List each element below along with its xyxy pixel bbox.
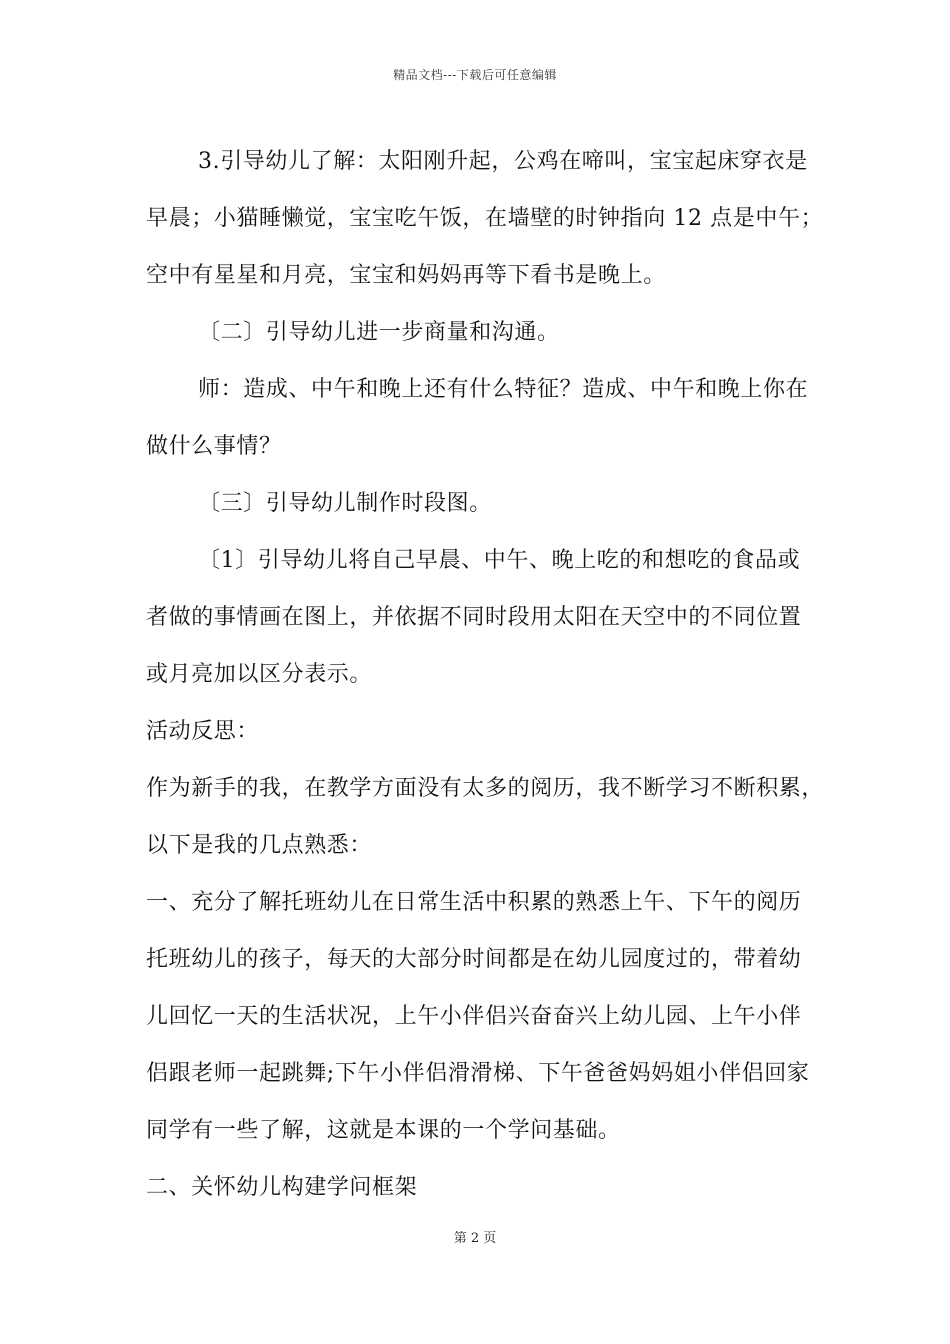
paragraph-line: 作为新手的我，在教学方面没有太多的阅历，我不断学习不断积累， [146, 776, 825, 801]
page-number: 第 2 页 [453, 1231, 497, 1246]
paragraph-line: 托班幼儿的孩子，每天的大部分时间都是在幼儿园度过的，带着幼 [146, 947, 802, 972]
paragraph-line: 或月亮加以区分表示。 [146, 662, 373, 687]
section-heading: 一、充分了解托班幼儿在日常生活中积累的熟悉上午、下午的阅历 [146, 890, 802, 915]
section-heading: 活动反思： [146, 719, 260, 744]
paragraph-line: 侣跟老师一起跳舞;下午小伴侣滑滑梯、下午爸爸妈妈姐小伴侣回家 [146, 1061, 810, 1086]
paragraph-line: 空中有星星和月亮，宝宝和妈妈再等下看书是晚上。 [146, 263, 666, 288]
paragraph-line: 早晨；小猫睡懒觉，宝宝吃午饭，在墙壁的时钟指向 12 点是中午； [146, 206, 824, 231]
section-heading: 〔三〕引导幼儿制作时段图。 [198, 491, 492, 516]
paragraph-line: 同学有一些了解，这就是本课的一个学问基础。 [146, 1118, 621, 1143]
section-heading: 〔二〕引导幼儿进一步商量和沟通。 [198, 320, 560, 345]
section-heading: 二、关怀幼儿构建学问框架 [146, 1175, 418, 1200]
paragraph-line: 者做的事情画在图上，并依据不同时段用太阳在天空中的不同位置 [146, 605, 802, 630]
page-header: 精品文档---下载后可任意编辑 [393, 68, 557, 82]
document-body [146, 133, 826, 1216]
paragraph-line: 儿回忆一天的生活状况，上午小伴侣兴奋奋兴上幼儿园、上午小伴 [146, 1004, 802, 1029]
paragraph-line: 3.引导幼儿了解：太阳刚升起，公鸡在啼叫，宝宝起床穿衣是 [198, 149, 808, 174]
paragraph-line: 〔1〕引导幼儿将自己早晨、中午、晚上吃的和想吃的食品或 [198, 548, 801, 573]
paragraph-line: 做什么事情？ [146, 434, 282, 459]
paragraph-line: 师：造成、中午和晚上还有什么特征？造成、中午和晚上你在 [198, 377, 809, 402]
paragraph-line: 以下是我的几点熟悉： [146, 833, 373, 858]
